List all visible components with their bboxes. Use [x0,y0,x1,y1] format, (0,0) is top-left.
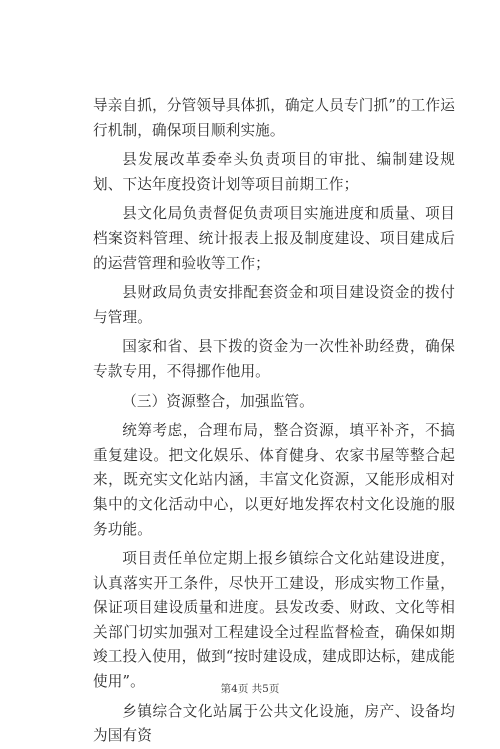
section-heading: （三）资源整合，加强监管。 [122,392,314,410]
paragraph-finance-bureau: 县财政局负责安排配套资金和项目建设资金的拨付与管理。 [93,284,455,326]
document-body [93,94,455,749]
paragraph-resource-integration: 统筹考虑，合理布局，整合资源，填平补齐，不搞重复建设。把文化娱乐、体育健身、农家书屋等整合起来，既充实文化站内涵，丰富文化资源，又能形成相对集中的文化活动中心，以更好地发挥农村文化设施的服务功能。 [93,422,455,538]
paragraph-culture-bureau: 县文化局负责督促负责项目实施进度和质量、项目档案资料管理、统计报表上报及制度建设、项目建成后的运营管理和验收等工作； [93,205,455,272]
page-number: 第4页 共5页 [220,683,280,695]
paragraph-continuation: 导亲自抓，分管领导具体抓，确定人员专门抓”的工作运行机制，确保项目顺利实施。 [93,97,455,139]
paragraph-funding: 国家和省、县下拨的资金为一次性补助经费，确保专款专用，不得挪作他用。 [93,338,455,380]
paragraph-development-reform: 县发展改革委牵头负责项目的审批、编制建设规划、下达年度投资计划等项目前期工作； [93,151,455,193]
paragraph-public-facility: 乡镇综合文化站属于公共文化设施，房产、设备均为国有资 [93,702,455,745]
paragraph-supervision: 项目责任单位定期上报乡镇综合文化站建设进度，认真落实开工条件，尽快开工建设，形成实物工作量，保证项目建设质量和进度。县发改委、财政、文化等相关部门切实加强对工程建设全过程监督检查，确保如期竣工投入使用，做到“按时建设成，建成即达标，建成能使用”。 [93,550,455,691]
